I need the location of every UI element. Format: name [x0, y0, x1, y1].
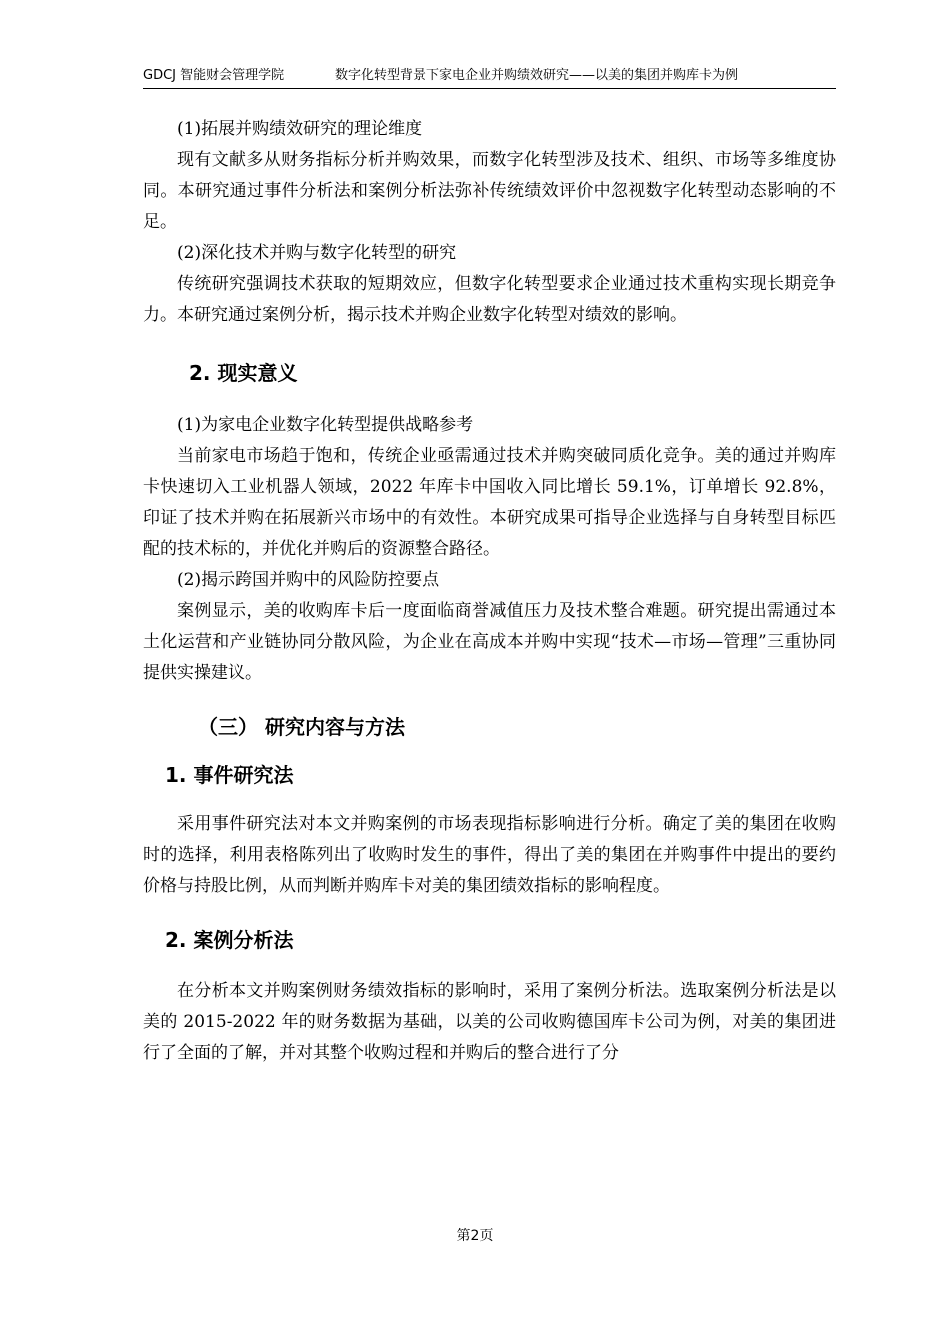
page-number: 第2页 — [456, 1228, 494, 1244]
practical-significance-heading: 2. 现实意义 — [189, 361, 298, 385]
page-body — [143, 114, 836, 1069]
event-study-body: 采用事件研究法对本文并购案例的市场表现指标影响进行分析。确定了美的集团在收购时的选择，利用表格陈列出了收购时发生的事件，得出了美的集团在并购事件中提出的要约价格与持股比例，从而判断并购库卡对美的集团绩效指标的影响程度。 — [143, 814, 836, 896]
practical-item2-title: (2)揭示跨国并购中的风险防控要点 — [177, 570, 440, 590]
theory-item2-body: 传统研究强调技术获取的短期效应，但数字化转型要求企业通过技术重构实现长期竞争力。本研究通过案例分析，揭示技术并购企业数字化转型对绩效的影响。 — [143, 274, 836, 325]
practical-item1-body: 当前家电市场趋于饱和，传统企业亟需通过技术并购突破同质化竞争。美的通过并购库卡快速切入工业机器人领域，2022 年库卡中国收入同比增长 59.1%，订单增长 92.8%，印证了技术并购在拓展新兴市场中的有效性。本研究成果可指导企业选择与自身转型目标匹配的技术标的，并优化并购后的资源整合路径。 — [143, 446, 836, 559]
practical-item2-body: 案例显示，美的收购库卡后一度面临商誉减值压力及技术整合难题。研究提出需通过本土化运营和产业链协同分散风险，为企业在高成本并购中实现“技术—市场—管理”三重协同提供实操建议。 — [143, 601, 836, 683]
case-analysis-heading: 2. 案例分析法 — [165, 928, 294, 952]
event-study-heading: 1. 事件研究法 — [165, 763, 294, 787]
theory-item1-body: 现有文献多从财务指标分析并购效果，而数字化转型涉及技术、组织、市场等多维度协同。本研究通过事件分析法和案例分析法弥补传统绩效评价中忽视数字化转型动态影响的不足。 — [143, 150, 836, 232]
page-header — [143, 66, 836, 89]
practical-item1-title: (1)为家电企业数字化转型提供战略参考 — [177, 415, 474, 435]
theory-item1-title: (1)拓展并购绩效研究的理论维度 — [177, 119, 423, 139]
header-institution: GDCJ 智能财会管理学院 — [143, 68, 285, 83]
header-document-title: 数字化转型背景下家电企业并购绩效研究——以美的集团并购库卡为例 — [335, 68, 739, 83]
section3-heading: （三） 研究内容与方法 — [198, 715, 405, 739]
case-analysis-body: 在分析本文并购案例财务绩效指标的影响时，采用了案例分析法。选取案例分析法是以美的 2015-2022 年的财务数据为基础，以美的公司收购德国库卡公司为例，对美的集团进行了全面的了解，并对其整个收购过程和并购后的整合进行了分 — [143, 981, 836, 1063]
theory-item2-title: (2)深化技术并购与数字化转型的研究 — [177, 243, 457, 263]
